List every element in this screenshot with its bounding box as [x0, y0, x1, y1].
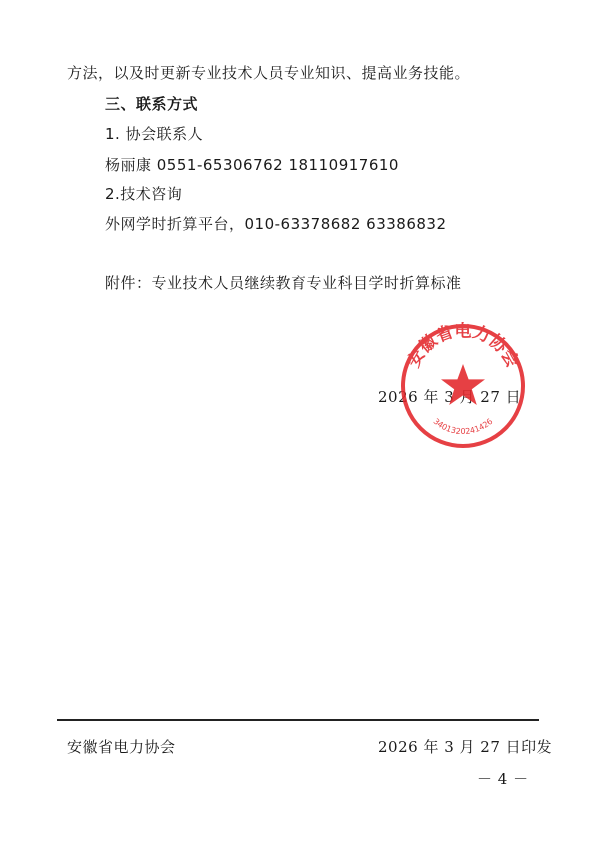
footer-divider	[57, 719, 539, 721]
signature-date: 2026 年 3 月 27 日	[378, 388, 522, 406]
tech-consult-info: 外网学时折算平台，010-63378682 63386832	[105, 215, 447, 233]
official-seal	[399, 322, 527, 450]
footer-printed-date: 2026 年 3 月 27 日印发	[378, 738, 553, 756]
footer-org: 安徽省电力协会	[67, 738, 176, 756]
attachment-note: 附件：专业技术人员继续教育专业科目学时折算标准	[105, 274, 462, 292]
item-tech-consult-label: 2.技术咨询	[105, 185, 183, 203]
seal-star-icon	[441, 364, 485, 405]
contact-person-info: 杨丽康 0551-65306762 18110917610	[105, 156, 399, 174]
body-line-method: 方法，以及时更新专业技术人员专业知识、提高业务技能。	[67, 64, 471, 82]
item-contact-person-label: 1. 协会联系人	[105, 125, 204, 143]
seal-code-text: 3401320241426	[431, 416, 495, 437]
page-number: － 4 －	[477, 770, 529, 788]
seal-org-name-text: 安徽省电力协会	[403, 322, 523, 371]
section-heading-contact: 三、联系方式	[105, 95, 199, 113]
